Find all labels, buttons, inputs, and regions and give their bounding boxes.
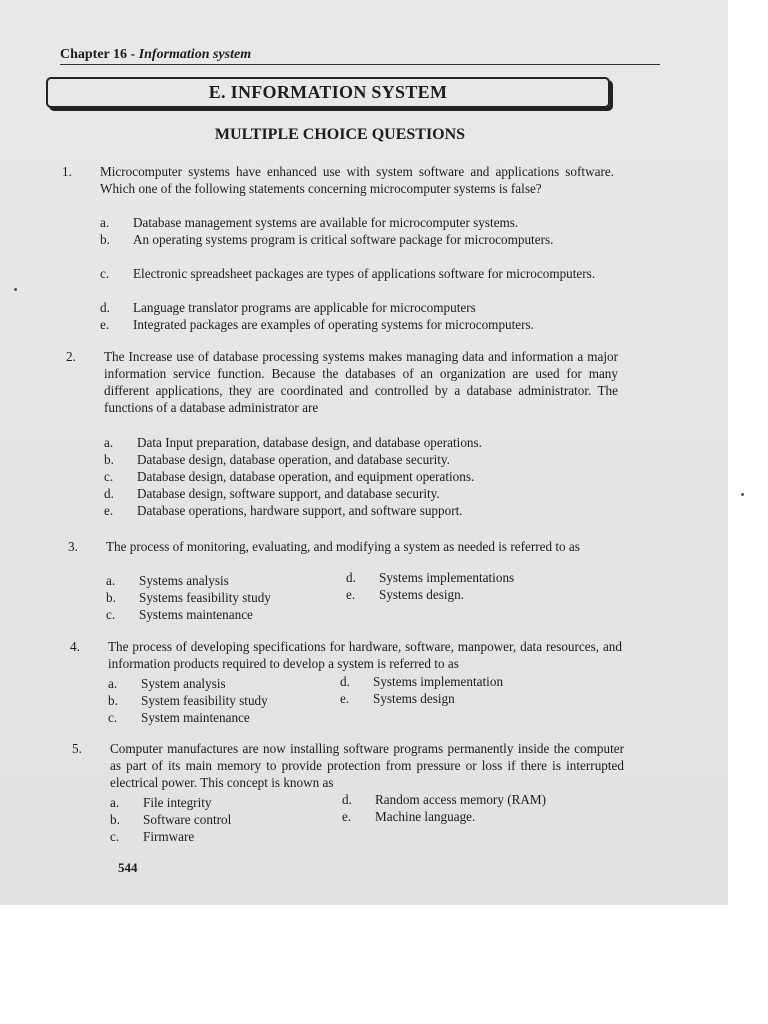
option-text: Firmware xyxy=(143,829,195,844)
question-stem: The Increase use of database processing systems makes managing data and information a major information service function. Because the databases of an organization are used for many different applications, they are coordinated and controlled by a database administrator. The functions of a database administrator are xyxy=(104,349,618,415)
option-letter: a. xyxy=(104,435,114,450)
option-letter: a. xyxy=(100,215,110,230)
section-title-box xyxy=(46,77,610,108)
option-letter: d. xyxy=(104,486,114,501)
option-letter: b. xyxy=(106,590,116,605)
page-heading: MULTIPLE CHOICE QUESTIONS xyxy=(214,126,466,143)
option-text: Random access memory (RAM) xyxy=(375,792,547,807)
page-number: 544 xyxy=(118,860,138,875)
option-letter: b. xyxy=(110,812,120,827)
option-letter: e. xyxy=(340,691,350,706)
option-text: Data Input preparation, database design, and database operations. xyxy=(137,435,482,450)
question-number: 3. xyxy=(68,539,78,554)
option-letter: b. xyxy=(104,452,114,467)
option-text: System maintenance xyxy=(141,710,250,725)
option-text: Systems design. xyxy=(379,587,464,602)
option-letter: b. xyxy=(108,693,118,708)
option-text: Electronic spreadsheet packages are types of applications software for microcomputers. xyxy=(133,266,596,281)
option-text: Language translator programs are applicable for microcomputers xyxy=(133,300,476,315)
question-stem: Computer manufactures are now installing software programs permanently inside the computer as part of its main memory to provide protection from pressure or loss if there is interrupted electrical power. This concept is known as xyxy=(110,741,624,790)
question-number: 4. xyxy=(70,639,80,654)
option-text: Systems implementation xyxy=(373,674,504,689)
option-text: Systems analysis xyxy=(139,573,229,588)
option-text: Machine language. xyxy=(375,809,476,824)
option-letter: a. xyxy=(108,676,118,691)
running-header xyxy=(60,47,660,65)
option-letter: d. xyxy=(342,792,352,807)
question-stem: The process of developing specifications for hardware, software, manpower, data resources, and information products required to develop a system is referred to as xyxy=(108,639,622,671)
question-number: 5. xyxy=(72,741,82,756)
option-text: Software control xyxy=(143,812,232,827)
question-number: 1. xyxy=(62,164,72,179)
option-letter: e. xyxy=(342,809,352,824)
option-text: System analysis xyxy=(141,676,226,691)
option-letter: e. xyxy=(346,587,356,602)
option-text: Systems design xyxy=(373,691,455,706)
chapter-label: Chapter 16 - xyxy=(60,47,139,62)
option-letter: a. xyxy=(110,795,120,810)
option-text: Systems feasibility study xyxy=(139,590,271,605)
option-letter: c. xyxy=(100,266,110,281)
option-text: Database management systems are available for microcomputer systems. xyxy=(133,215,519,230)
option-letter: b. xyxy=(100,232,110,247)
option-text: Database design, software support, and database security. xyxy=(137,486,440,501)
option-letter: c. xyxy=(108,710,118,725)
option-letter: d. xyxy=(346,570,356,585)
option xyxy=(100,265,614,299)
chapter-title: Information system xyxy=(138,47,252,62)
question-stem: Microcomputer systems have enhanced use with system software and applications software. Which one of the following statements concerning microcomputer systems is false? xyxy=(100,164,614,196)
question-number: 2. xyxy=(66,349,76,364)
option-letter: e. xyxy=(104,503,114,518)
option-text: Database operations, hardware support, and software support. xyxy=(137,503,463,518)
option-letter: a. xyxy=(106,573,116,588)
scan-speck xyxy=(741,493,744,496)
section-title: E. INFORMATION SYSTEM xyxy=(208,82,448,102)
option-text: Database design, database operation, and equipment operations. xyxy=(137,469,475,484)
option-text: Systems implementations xyxy=(379,570,515,585)
option-letter: e. xyxy=(100,317,110,332)
question-stem: The process of monitoring, evaluating, and modifying a system as needed is referred to as xyxy=(106,539,580,554)
option-text: Systems maintenance xyxy=(139,607,253,622)
option-letter: d. xyxy=(100,300,110,315)
option-text: File integrity xyxy=(143,795,212,810)
option-text: An operating systems program is critical software package for microcomputers. xyxy=(133,232,554,247)
option-text: System feasibility study xyxy=(141,693,268,708)
option-letter: c. xyxy=(104,469,114,484)
option-text: Integrated packages are examples of operating systems for microcomputers. xyxy=(133,317,534,332)
option-text: Database design, database operation, and database security. xyxy=(137,452,450,467)
option-letter: c. xyxy=(106,607,116,622)
option-letter: c. xyxy=(110,829,120,844)
option xyxy=(100,231,614,265)
option-letter: d. xyxy=(340,674,350,689)
scan-speck xyxy=(14,288,17,291)
